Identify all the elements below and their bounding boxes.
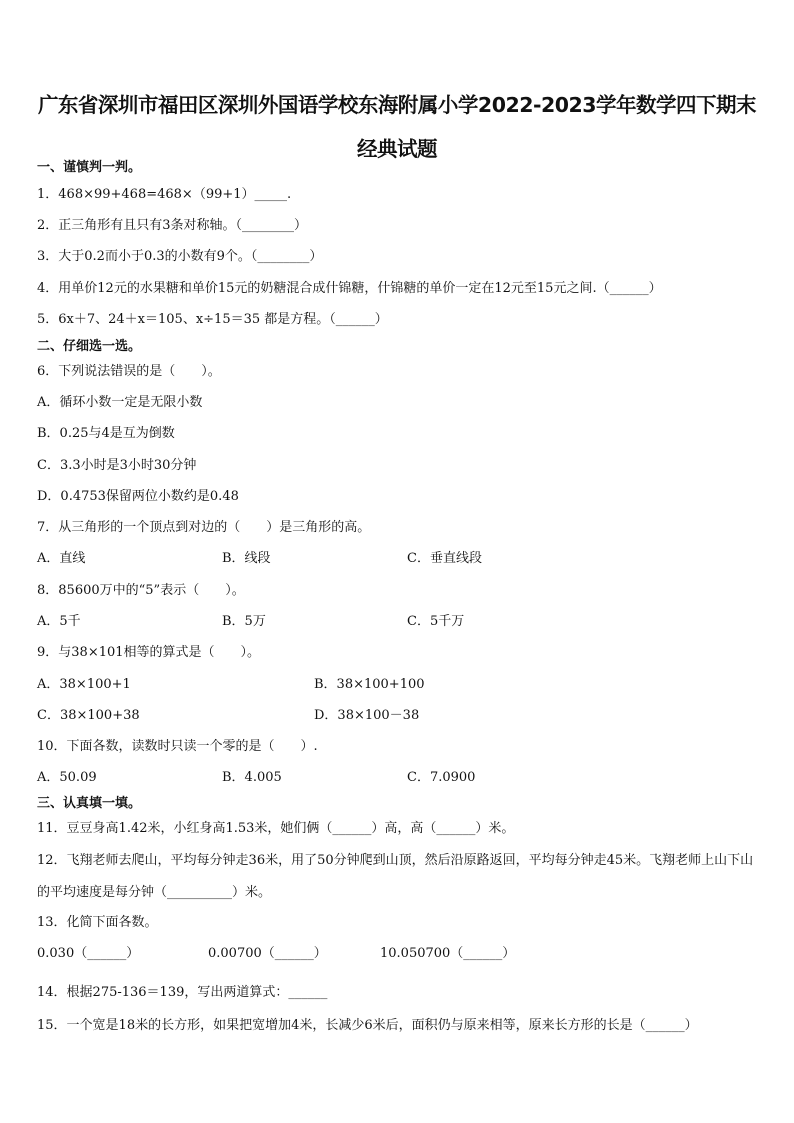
section-heading-2: 二、仔细选一选。 bbox=[37, 339, 142, 354]
q13-item-b: 0.00700（______） bbox=[208, 946, 327, 961]
q10-option-a: A．50.09 bbox=[37, 770, 97, 785]
question-14: 14．根据275-136＝139，写出两道算式：______ bbox=[37, 985, 328, 1000]
q13-item-a: 0.030（______） bbox=[37, 946, 140, 961]
question-11: 11．豆豆身高1.42米，小红身高1.53米，她们俩（______）高，高（______）米。 bbox=[37, 821, 515, 836]
q6-option-b: B．0.25与4是互为倒数 bbox=[37, 426, 175, 441]
question-9: 9．与38×101相等的算式是（ ）。 bbox=[37, 645, 261, 660]
question-10: 10．下面各数，读数时只读一个零的是（ ）. bbox=[37, 739, 318, 754]
q7-option-b: B．线段 bbox=[222, 551, 271, 566]
question-6: 6．下列说法错误的是（ ）。 bbox=[37, 364, 221, 379]
q6-option-a: A．循环小数一定是无限小数 bbox=[37, 395, 203, 410]
q10-option-c: C．7.0900 bbox=[407, 770, 476, 785]
q6-option-d: D．0.4753保留两位小数约是0.48 bbox=[37, 489, 239, 504]
q9-option-a: A．38×100+1 bbox=[37, 677, 131, 692]
question-12: 12．飞翔老师去爬山，平均每分钟走36米，用了50分钟爬到山顶，然后沿原路返回，平均每分钟走45米。飞翔老师上山下山的平均速度是每分钟（__________）米。 bbox=[37, 853, 754, 900]
question-1: 1．468×99+468=468×（99+1）_____. bbox=[37, 187, 292, 202]
q10-option-b: B．4.005 bbox=[222, 770, 282, 785]
question-8: 8．85600万中的“5”表示（ ）。 bbox=[37, 583, 245, 598]
question-4: 4．用单价12元的水果糖和单价15元的奶糖混合成什锦糖，什锦糖的单价一定在12元至15元之间.（______） bbox=[37, 281, 662, 296]
q8-option-b: B．5万 bbox=[222, 614, 266, 629]
question-13: 13．化简下面各数。 bbox=[37, 915, 158, 930]
q6-option-c: C．3.3小时是3小时30分钟 bbox=[37, 458, 197, 473]
question-15: 15．一个宽是18米的长方形，如果把宽增加4米，长减少6米后，面积仍与原来相等，原来长方形的长是（______） bbox=[37, 1018, 698, 1033]
q9-option-c: C．38×100+38 bbox=[37, 708, 140, 723]
q8-option-a: A．5千 bbox=[37, 614, 81, 629]
section-heading-1: 一、谨慎判一判。 bbox=[37, 160, 142, 175]
q9-option-b: B．38×100+100 bbox=[314, 677, 425, 692]
q9-option-d: D．38×100－38 bbox=[314, 708, 420, 723]
question-3: 3．大于0.2而小于0.3的小数有9个。（________） bbox=[37, 249, 323, 264]
q7-option-a: A．直线 bbox=[37, 551, 86, 566]
question-7: 7．从三角形的一个顶点到对边的（ ）是三角形的高。 bbox=[37, 520, 371, 535]
page-title: 广东省深圳市福田区深圳外国语学校东海附属小学2022-2023学年数学四下期末经典试题 bbox=[37, 93, 757, 161]
section-heading-3: 三、认真填一填。 bbox=[37, 796, 142, 811]
q13-item-c: 10.050700（______） bbox=[380, 946, 516, 961]
question-2: 2．正三角形有且只有3条对称轴。（________） bbox=[37, 218, 308, 233]
question-5: 5．6x＋7、24＋x＝105、x÷15＝35 都是方程。（______） bbox=[37, 312, 388, 327]
q7-option-c: C．垂直线段 bbox=[407, 551, 482, 566]
q8-option-c: C．5千万 bbox=[407, 614, 465, 629]
